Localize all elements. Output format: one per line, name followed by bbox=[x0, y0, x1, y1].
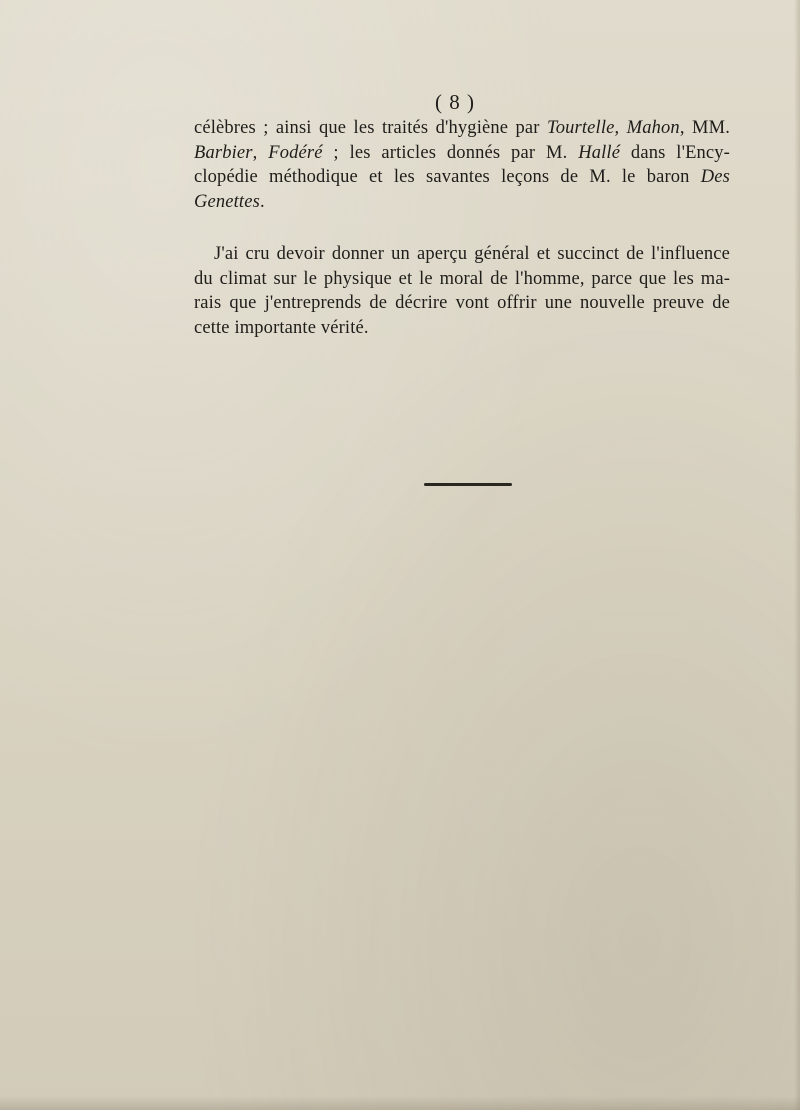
author-name: Barbier bbox=[194, 142, 253, 163]
text-segment: ; les articles donnés par M. bbox=[322, 142, 579, 163]
body-text bbox=[194, 116, 730, 340]
page-edge-shadow bbox=[794, 0, 800, 1110]
paragraph-2: J'ai cru devoir donner un aperçu général et succinct de l'influence du climat sur le physique et le moral de l'homme, parce que les ma-rais que j'entreprends de décrire vont offrir une nouvelle preuve de cette importante vérité. bbox=[194, 244, 730, 338]
text-segment: , MM. bbox=[679, 118, 730, 138]
text-segment: . bbox=[259, 191, 265, 212]
page-number: ( 8 ) bbox=[435, 90, 475, 114]
author-name: Fodéré bbox=[268, 142, 323, 163]
text-segment: , bbox=[252, 142, 269, 163]
author-name: Mahon bbox=[626, 118, 680, 138]
section-divider bbox=[424, 483, 512, 486]
paragraph-1 bbox=[194, 116, 730, 214]
text-segment: célèbres ; ainsi que les traités d'hygiène par bbox=[194, 118, 547, 138]
text-segment: , bbox=[614, 118, 627, 138]
page-bottom-shadow bbox=[0, 1096, 800, 1110]
author-name: Tourtelle bbox=[546, 118, 615, 138]
author-name: Des Genettes bbox=[194, 167, 730, 212]
author-name: Hallé bbox=[578, 142, 621, 163]
text-segment: dans l'Ency-clopédie méthodique et les savantes leçons de M. le baron bbox=[194, 142, 730, 187]
